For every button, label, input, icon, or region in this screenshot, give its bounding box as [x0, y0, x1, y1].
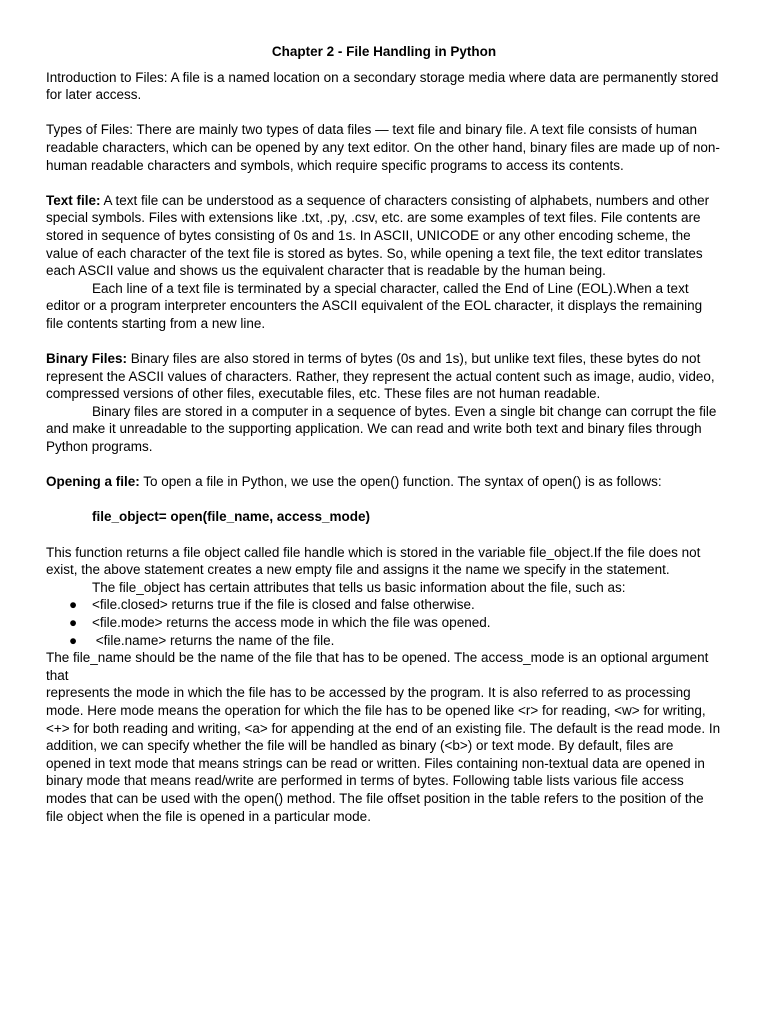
- open-syntax: file_object= open(file_name, access_mode): [92, 509, 370, 525]
- paragraph-gap: [46, 174, 722, 192]
- paragraph-gap: [46, 491, 722, 509]
- list-item: [46, 596, 722, 614]
- attributes-paragraph: The file_object has certain attributes that tells us basic information about the file, such as:: [92, 579, 626, 595]
- opening-file-paragraph: [46, 473, 722, 491]
- list-item-text: <file.mode> returns the access mode in which the file was opened.: [92, 615, 491, 630]
- paragraph-gap: [46, 104, 722, 122]
- paragraph-gap: [46, 526, 722, 544]
- function-returns-paragraph: This function returns a file object called file handle which is stored in the variable file_object.If the file does not exist, the above statement creates a new empty file and assigns it the name we specify in the statement.: [46, 544, 701, 578]
- bullet-icon: ●: [69, 615, 78, 630]
- bullet-icon: ●: [69, 597, 78, 613]
- list-item: [46, 632, 722, 650]
- list-item: [46, 614, 722, 632]
- binary-file-paragraph: [46, 350, 722, 403]
- text-file-paragraph-2: Each line of a text file is terminated by a special character, called the End of Line (EOL).When a text editor or a program interpreter encounters the ASCII equivalent of the EOL character, it displays the remaining file contents starting from a new line.: [46, 280, 703, 331]
- attributes-list: [46, 596, 722, 649]
- text-file-heading: Text file:: [46, 192, 101, 208]
- text-file-body: A text file can be understood as a sequence of characters consisting of alphabets, numbers and other special symbols. Files with extensions like .txt, .py, .csv, etc. are some examples of text files. File contents are stored in sequence of bytes consisting of 0s and 1s. In ASCII, UNICODE or any other encoding scheme, the value of each character of the text file is stored as bytes. So, while opening a text file, the text editor translates each ASCII value and shows us the equivalent character that is readable by the human being.: [46, 192, 710, 279]
- file-name-paragraph: The file_name should be the name of the file that has to be opened. The access_mode is an optional argument that: [46, 650, 709, 683]
- list-item-text: <file.name> returns the name of the file.: [92, 632, 335, 648]
- paragraph-gap: [46, 333, 722, 351]
- opening-file-body: To open a file in Python, we use the open() function. The syntax of open() is as follows:: [139, 474, 662, 490]
- binary-file-body: Binary files are also stored in terms of bytes (0s and 1s), but unlike text files, these bytes do not represent the ASCII values of characters. Rather, they represent the actual content such as image, audio, video, compressed versions of other files, executable files, etc. These files are not human readable.: [46, 351, 715, 402]
- intro-paragraph: Introduction to Files: A file is a named location on a secondary storage media where data are permanently stored for later access.: [46, 69, 719, 103]
- types-paragraph: Types of Files: There are mainly two types of data files — text file and binary file. A text file consists of human readable characters, which can be opened by any text editor. On the other hand, binary files are made up of non-human readable characters and symbols, which require specific programs to access its contents.: [46, 122, 720, 173]
- paragraph-gap: [46, 456, 722, 474]
- list-item-text: <file.closed> returns true if the file is closed and false otherwise.: [92, 597, 475, 613]
- text-file-paragraph: [46, 192, 722, 280]
- binary-file-heading: Binary Files:: [46, 351, 128, 367]
- bullet-icon: ●: [69, 632, 78, 648]
- opening-file-heading: Opening a file:: [46, 474, 140, 490]
- access-mode-paragraph: represents the mode in which the file has to be accessed by the program. It is also referred to as processing mode. Here mode means the operation for which the file has to be opened like <r> for reading, <w> for writing, <+> for both reading and writing, <a> for appending at the end of an existing file. The default is the read mode. In addition, we can specify whether the file will be handled as binary (<b>) or text mode. By default, files are opened in text mode that means strings can be read or written. Files containing non-textual data are opened in binary mode that means read/write are performed in terms of bytes. Following table lists various file access modes that can be used with the open() method. The file offset position in the table refers to the position of the file object when the file is opened in a particular mode.: [46, 685, 721, 824]
- page-title: Chapter 2 - File Handling in Python: [271, 44, 497, 59]
- binary-file-paragraph-2: Binary files are stored in a computer in a sequence of bytes. Even a single bit change can corrupt the file and make it unreadable to the supporting application. We can read and write both text and binary files through Python programs.: [46, 403, 717, 455]
